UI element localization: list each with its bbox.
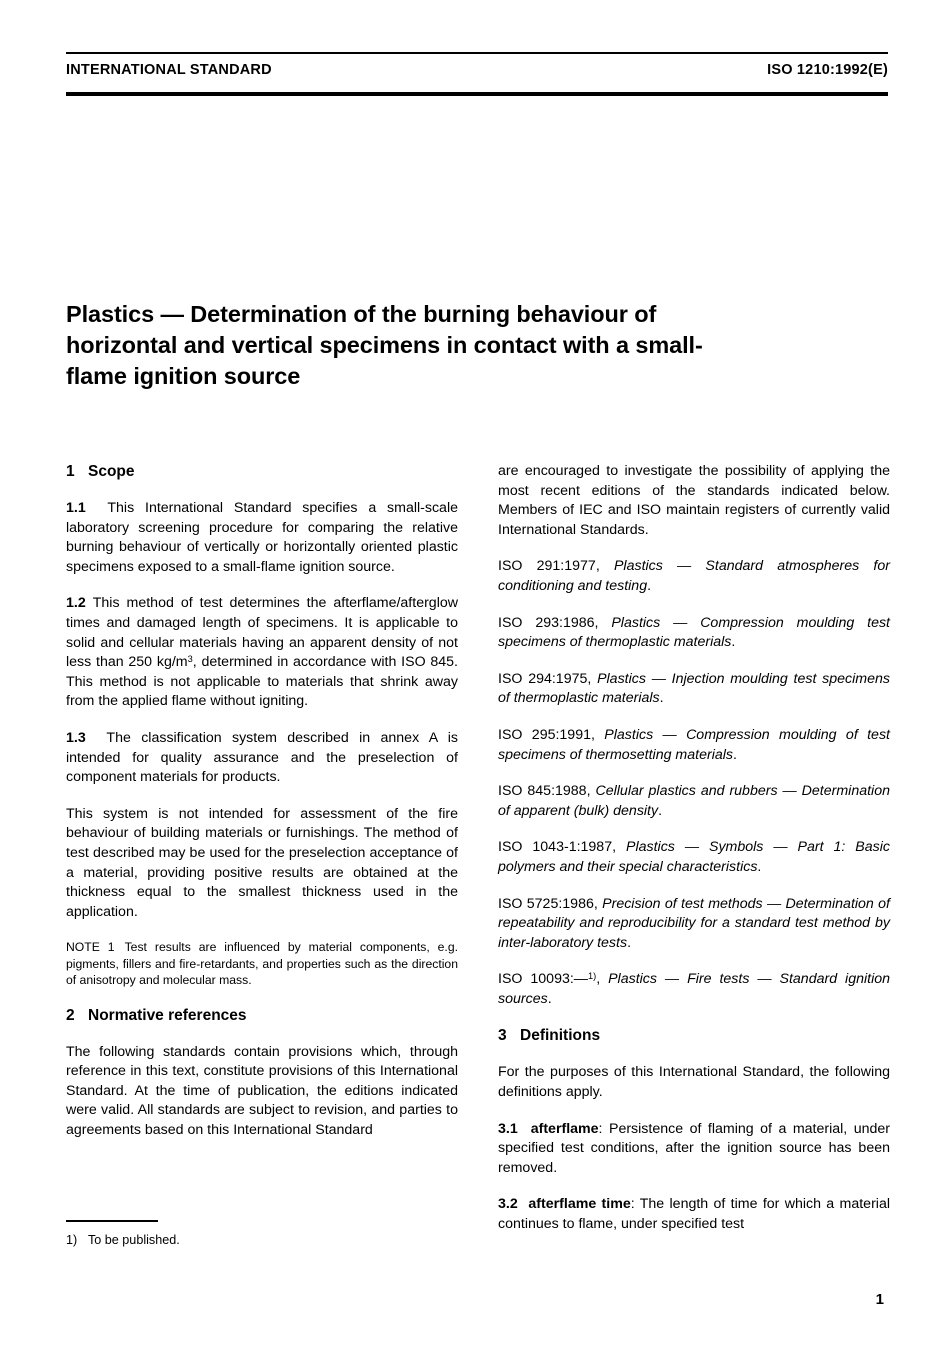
reference-item <box>498 670 890 709</box>
reference-suffix: . <box>627 934 632 951</box>
clause-3-2-number: 3.2 <box>498 1196 518 1213</box>
reference-title: Cellular plastics and rubbers — Determination of apparent (bulk) density <box>498 783 890 819</box>
clause-1-1-number: 1.1 <box>66 500 86 516</box>
reference-suffix: . <box>647 577 652 594</box>
clause-1-3-number: 1.3 <box>66 729 86 746</box>
reference-designation: ISO 845:1988, <box>498 783 596 800</box>
reference-designation-suffix: , <box>596 971 609 988</box>
reference-suffix: . <box>757 858 762 875</box>
header-standard-type: INTERNATIONAL STANDARD <box>66 62 272 78</box>
note-1-text: Test results are influenced by material components, e.g. pigments, fillers and fire-retardants, and properties such as the direction of anisotropy and molecular mass. <box>66 940 458 988</box>
reference-item <box>498 782 890 821</box>
clause-3-1 <box>498 1120 890 1179</box>
footnote-marker: 1) <box>66 1233 78 1247</box>
reference-title: Plastics — Symbols — Part 1: Basic polymers and their special characteristics <box>498 839 890 875</box>
page-title: Plastics — Determination of the burning behaviour of horizontal and vertical specimens in contact with a small-flame ignition source <box>66 300 703 389</box>
clause-3-1-text: : Persistence of flaming of a material, under specified test conditions, after the ignition source has been removed. <box>498 1120 890 1176</box>
reference-suffix: . <box>659 690 664 707</box>
reference-suffix: . <box>547 990 552 1007</box>
clause-1-3 <box>66 729 458 788</box>
heading-definitions <box>498 1026 890 1046</box>
header-standard-number: ISO 1210:1992(E) <box>767 62 888 78</box>
clause-3-1-number: 3.1 <box>498 1120 518 1137</box>
reference-designation: ISO 295:1991, <box>498 726 605 743</box>
cubic-metre-exponent: 3 <box>187 654 193 665</box>
note-1 <box>66 939 458 988</box>
heading-scope-number: 1 <box>66 463 75 480</box>
heading-definitions-label: Definitions <box>520 1027 601 1045</box>
header-rule-top <box>66 52 888 54</box>
clause-3-2-term: afterflame time <box>528 1196 631 1213</box>
reference-title: Plastics — Compression moulding of test specimens of thermosetting materials <box>498 726 890 763</box>
clause-3-1-term: afterflame <box>530 1120 599 1137</box>
clause-3-2 <box>498 1195 890 1234</box>
reference-item <box>498 557 890 596</box>
reference-item-iso-10093 <box>498 970 890 1009</box>
heading-scope <box>66 462 458 482</box>
reference-designation: ISO 293:1986, <box>498 614 612 631</box>
clause-1-2-number: 1.2 <box>66 595 86 612</box>
reference-item <box>498 614 890 653</box>
heading-normative-references-label: Normative references <box>88 1006 247 1024</box>
right-column <box>498 462 890 1235</box>
reference-designation: ISO 10093:— <box>498 971 588 988</box>
reference-item <box>498 838 890 877</box>
reference-title: Plastics — Injection moulding test specimens of thermoplastic materials <box>498 670 890 707</box>
clause-1-1-text: This International Standard specifies a small-scale laboratory screening procedure for comparing the relative burning behaviour of vertically or horizontally oriented plastic specimens exposed to a small-flame ignition source. <box>66 500 458 575</box>
footnote-text: To be published. <box>88 1233 180 1247</box>
reference-designation: ISO 291:1977, <box>498 558 614 575</box>
reference-suffix: . <box>658 802 663 819</box>
footnote-separator-rule <box>66 1220 158 1222</box>
heading-scope-label: Scope <box>88 463 135 480</box>
reference-designation: ISO 1043-1:1987, <box>498 839 626 856</box>
clause-1-1 <box>66 499 458 577</box>
reference-designation: ISO 5725:1986, <box>498 895 603 912</box>
definitions-intro: For the purposes of this International Standard, the following definitions apply. <box>498 1064 890 1101</box>
heading-normative-references-number: 2 <box>66 1006 75 1024</box>
clause-1-3-text: The classification system described in annex A is intended for quality assurance and the preselection of component materials for products. <box>66 729 458 786</box>
header-rule-bottom <box>66 92 888 96</box>
heading-normative-references <box>66 1006 458 1026</box>
footnote-marker-reference: 1) <box>587 971 597 982</box>
clause-1-2-text-part-a: This method of test determines the afterflame/afterglow times and damaged length of specimens. It is applicable to solid and cellular materials having an apparent density of not less than 250 kg/m <box>66 595 458 671</box>
clause-1-2 <box>66 594 458 712</box>
note-1-label: NOTE 1 <box>66 940 115 955</box>
reference-title: Plastics — Standard atmospheres for conditioning and testing <box>498 558 890 594</box>
reference-title: Plastics — Compression moulding test specimens of thermoplastic materials <box>498 614 890 651</box>
heading-definitions-number: 3 <box>498 1027 507 1045</box>
reference-item <box>498 726 890 765</box>
reference-title: Precision of test methods — Determination of repeatability and reproducibility for a standard test method by inter-laboratory tests <box>498 895 890 951</box>
normative-references-intro-continued: are encouraged to investigate the possibility of applying the most recent editions of the standards indicated below. Members of IEC and ISO maintain registers of currently valid International Standards. <box>498 463 890 538</box>
normative-references-intro: The following standards contain provisions which, through reference in this text, constitute provisions of this International Standard. At the time of publication, the editions indicated were valid. All standards are subject to revision, and parties to agreements based on this International Standard <box>66 1043 458 1138</box>
clause-3-2-text: : The length of time for which a material continues to flame, under specified test <box>498 1196 890 1233</box>
reference-suffix: . <box>731 634 736 651</box>
footnote <box>66 1232 458 1248</box>
paragraph-classification-scope: This system is not intended for assessment of the fire behaviour of building materials or furnishings. The method of test described may be used for the preselection acceptance of a material, providing positive results are obtained at the thickness equal to the smallest thickness used in the application. <box>66 805 458 920</box>
reference-suffix: . <box>732 746 737 763</box>
page-number: 1 <box>875 1291 884 1308</box>
reference-designation: ISO 294:1975, <box>498 670 598 687</box>
left-column <box>66 462 458 1140</box>
clause-1-2-text-part-b: , determined in accordance with ISO 845. This method is not applicable to materials that shrink away from the applied flame without igniting. <box>66 654 458 710</box>
reference-title: Plastics — Fire tests — Standard ignition sources <box>498 971 891 1007</box>
reference-item <box>498 895 890 954</box>
